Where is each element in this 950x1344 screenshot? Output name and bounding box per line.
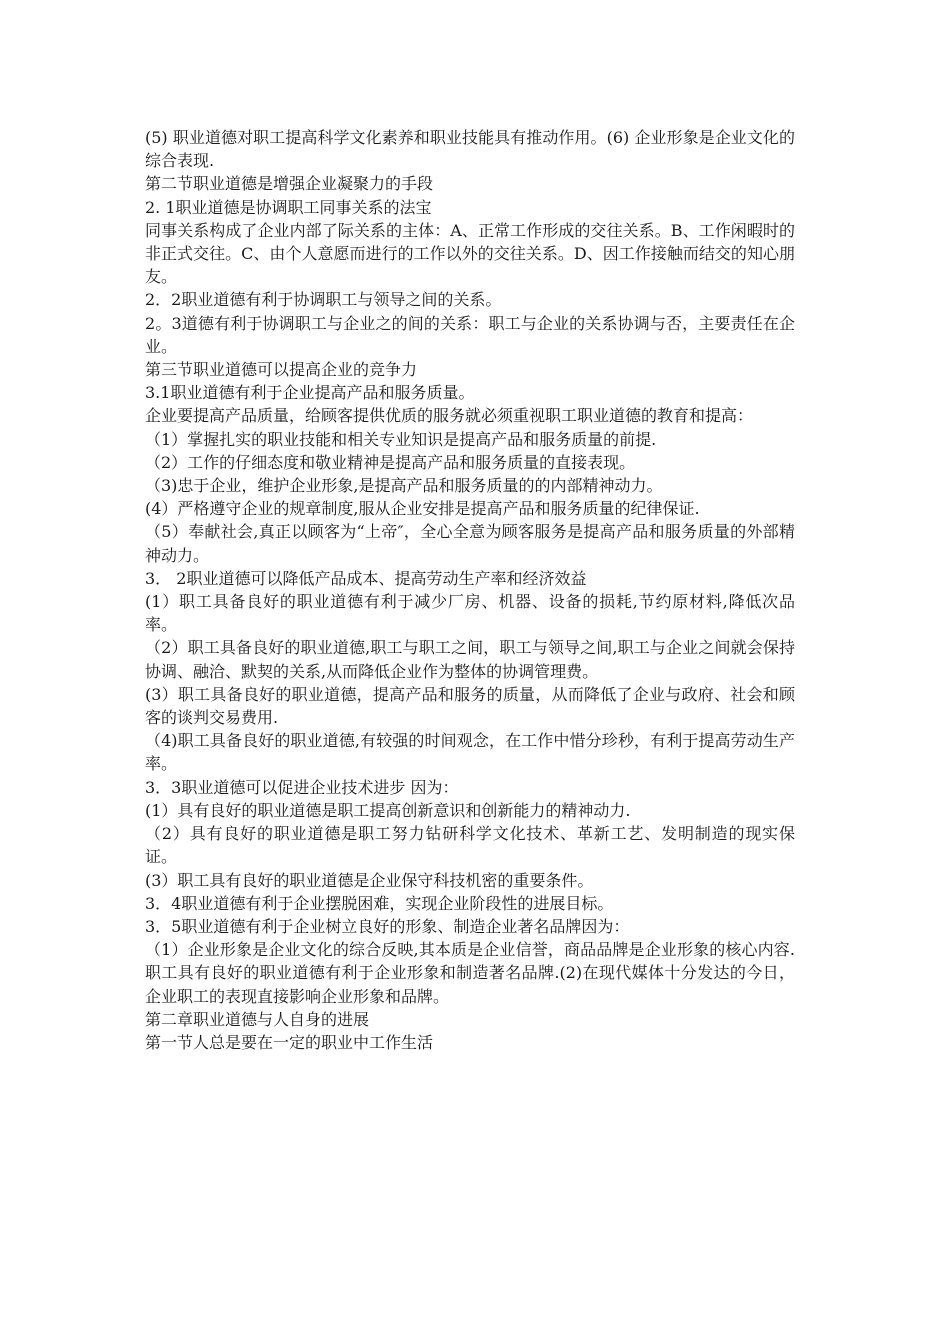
list-item-3-2-2: （2）职工具备良好的职业道德,职工与职工之间，职工与领导之间,职工与企业之间就会保持协调、融洽、默契的关系,从而降低企业作为整体的协调管理费。 — [145, 638, 795, 681]
list-item-3-3-3: (3）职工具有良好的职业道德是企业保守科技机密的重要条件。 — [145, 870, 594, 890]
subsection-2-3: 2。3道德有利于协调职工与企业之的间的关系：职工与企业的关系协调与否，主要责任在企业。 — [145, 313, 795, 356]
list-item-3-1-2: （2）工作的仔细态度和敬业精神是提高产品和服务质量的直接表现。 — [145, 452, 636, 472]
subsection-2-1: 2. 1职业道德是协调职工同事关系的法宝 — [145, 197, 432, 217]
list-item-3-1-5: （5）奉献社会,真正以顾客为“上帝″，全心全意为顾客服务是提高产品和服务质量的外部精神动力。 — [145, 522, 795, 565]
section-heading-2-3: 第三节职业道德可以提高企业的竞争力 — [145, 360, 418, 380]
list-item-3-3-2: （2）具有良好的职业道德是职工努力钻研科学文化技术、革新工艺、发明制造的现实保证。 — [145, 824, 795, 867]
list-item-3-1-3: （3)忠于企业，维护企业形象,是提高产品和服务质量的的内部精神动力。 — [145, 476, 663, 496]
subsection-3-4: 3．4职业道德有利于企业摆脱困难，实现企业阶段性的进展目标。 — [145, 893, 614, 913]
document-page — [145, 126, 795, 1054]
list-item-3-2-4: （4)职工具备良好的职业道德,有较强的时间观念，在工作中惜分珍秒，有利于提高劳动生产率。 — [145, 731, 795, 774]
subsection-3-1: 3.1职业道德有利于企业提高产品和服务质量。 — [145, 383, 475, 403]
paragraph-1: (5) 职业道德对职工提高科学文化素养和职业技能具有推动作用。(6) 企业形象是企业文化的综合表现. — [145, 128, 795, 171]
list-item-3-3-1: (1）具有良好的职业道德是职工提高创新意识和创新能力的精神动力. — [145, 800, 631, 820]
subsection-3-5: 3．5职业道德有利于企业树立良好的形象、制造企业著名品牌因为： — [145, 916, 630, 936]
subsection-3-2: 3． 2职业道德可以降低产品成本、提高劳动生产率和经济效益 — [145, 568, 587, 588]
subsection-2-2: 2．2职业道德有利于协调职工与领导之间的关系。 — [145, 290, 502, 310]
list-item-3-1-4: (4）严格遵守企业的规章制度,服从企业安排是提高产品和服务质量的纪律保证. — [145, 499, 700, 519]
list-item-3-2-1: (1）职工具备良好的职业道德有利于减少厂房、机器、设备的损耗,节约原材料,降低次品率。 — [145, 592, 795, 635]
list-item-3-1-1: （1）掌握扎实的职业技能和相关专业知识是提高产品和服务质量的前提. — [145, 429, 657, 449]
paragraph-colleague-relations: 同事关系构成了企业内部了际关系的主体：A、正常工作形成的交往关系。B、工作闲暇时的非正式交往。C、由个人意愿而进行的工作以外的交往关系。D、因工作接触而结交的知心朋友。 — [145, 220, 795, 287]
section-heading-2-2: 第二节职业道德是增强企业凝聚力的手段 — [145, 174, 434, 194]
subsection-3-3: 3．3职业道德可以促进企业技术进步 因为： — [145, 777, 459, 797]
list-item-3-5-1: （1）企业形象是企业文化的综合反映,其本质是企业信誉，商品品牌是企业形象的核心内容.职工具有良好的职业道德有利于企业形象和制造著名品牌.(2)在现代媒体十分发达的今日，企业职工的表现直接影响企业形象和品牌。 — [145, 940, 795, 1006]
paragraph-quality-intro: 企业要提高产品质量，给顾客提供优质的服务就必须重视职工职业道德的教育和提高： — [145, 406, 754, 426]
chapter-heading-2: 第二章职业道德与人自身的进展 — [145, 1009, 370, 1029]
section-heading-chapter2-1: 第一节人总是要在一定的职业中工作生活 — [145, 1032, 434, 1052]
list-item-3-2-3: (3）职工具备良好的职业道德，提高产品和服务的质量，从而降低了企业与政府、社会和顾客的谈判交易费用. — [145, 684, 795, 728]
